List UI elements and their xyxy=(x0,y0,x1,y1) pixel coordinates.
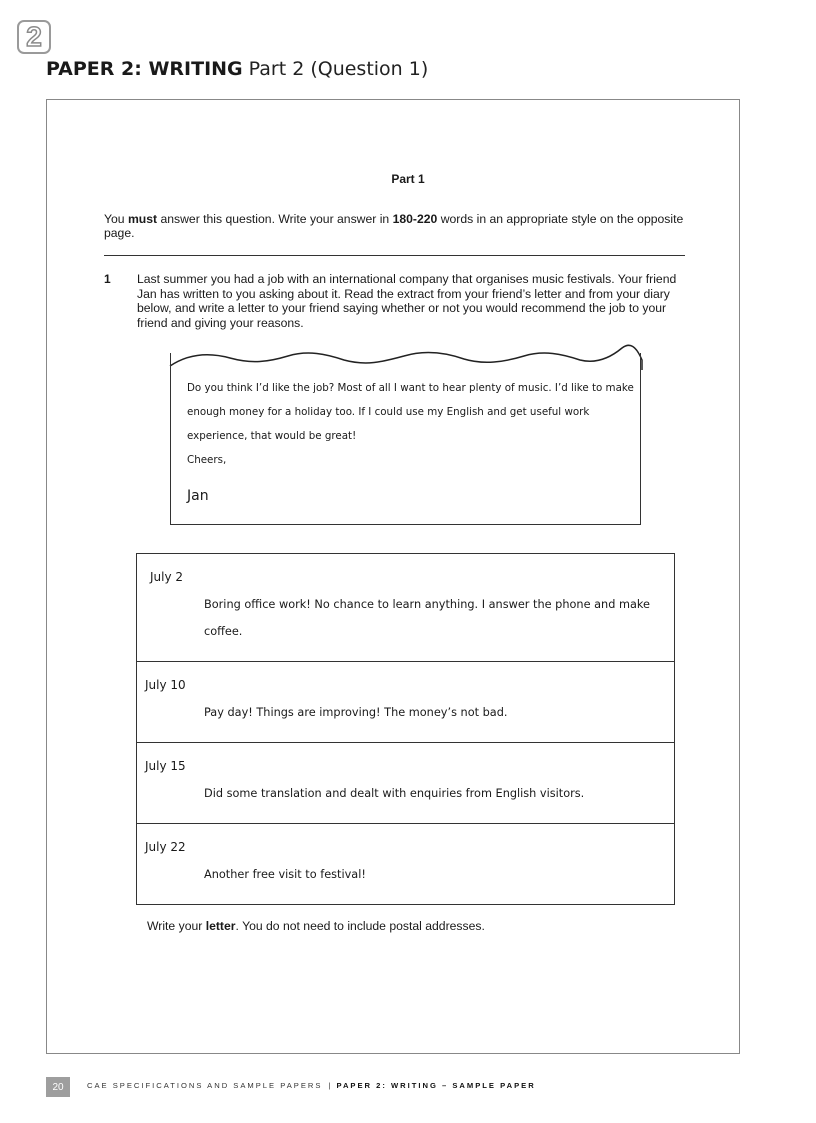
letter-signature: Jan xyxy=(187,488,209,504)
footer xyxy=(87,1081,536,1090)
diary-box xyxy=(136,553,675,905)
page-header xyxy=(46,57,428,81)
diary-date: July 10 xyxy=(145,678,186,692)
footer-left: CAE SPECIFICATIONS AND SAMPLE PAPERS xyxy=(87,1081,323,1090)
letter-body: Do you think I’d like the job? Most of all I want to hear plenty of music. I’d like to make enough money for a holiday too. If I could use my English and get useful work experience, that would be great! xyxy=(187,382,634,442)
diary-text: Did some translation and dealt with enquiries from English visitors. xyxy=(204,787,585,800)
page-number: 20 xyxy=(46,1077,70,1097)
diary-entry xyxy=(137,824,674,905)
paper-title: PAPER 2: WRITING xyxy=(46,58,243,80)
final-prefix: Write your xyxy=(147,919,206,933)
final-bold: letter xyxy=(205,919,236,933)
diary-date: July 22 xyxy=(145,840,186,854)
question-number: 1 xyxy=(104,272,111,286)
final-suffix: . You do not need to include postal addresses. xyxy=(235,919,485,933)
task-instruction xyxy=(104,212,686,240)
diary-entry xyxy=(137,554,674,662)
diary-date: July 15 xyxy=(145,759,186,773)
part-heading: Part 1 xyxy=(391,172,425,186)
letter-extract xyxy=(187,376,637,472)
question-text: Last summer you had a job with an international company that organises music festivals. Your friend Jan has written to you asking about it. Read the extract from your friend’s letter and from your diary below, and write a letter to your friend saying whether or not you would recommend the job to your friend and giving your reasons. xyxy=(137,272,677,330)
instruction-prefix: You xyxy=(104,212,128,226)
diary-text: Boring office work! No chance to learn anything. I answer the phone and make coffee. xyxy=(204,598,650,638)
diary-date: July 2 xyxy=(150,570,184,584)
letter-closing: Cheers, xyxy=(187,454,227,466)
diary-entry xyxy=(137,662,674,743)
part-label: Part 2 (Question 1) xyxy=(248,58,429,80)
instruction-word-count: 180-220 xyxy=(392,212,438,226)
paper-number-badge: 2 xyxy=(17,20,51,54)
instruction-mid: answer this question. Write your answer in xyxy=(157,212,393,226)
footer-right: PAPER 2: WRITING – SAMPLE PAPER xyxy=(336,1081,536,1090)
final-instruction xyxy=(147,919,485,933)
diary-entry xyxy=(137,743,674,824)
instruction-must: must xyxy=(127,212,158,226)
divider xyxy=(104,255,685,256)
diary-text: Pay day! Things are improving! The money’s not bad. xyxy=(204,706,508,719)
diary-text: Another free visit to festival! xyxy=(204,868,366,881)
footer-separator: | xyxy=(328,1081,331,1090)
instruction-suffix: words in an appropriate style on the opposite page. xyxy=(104,212,684,240)
